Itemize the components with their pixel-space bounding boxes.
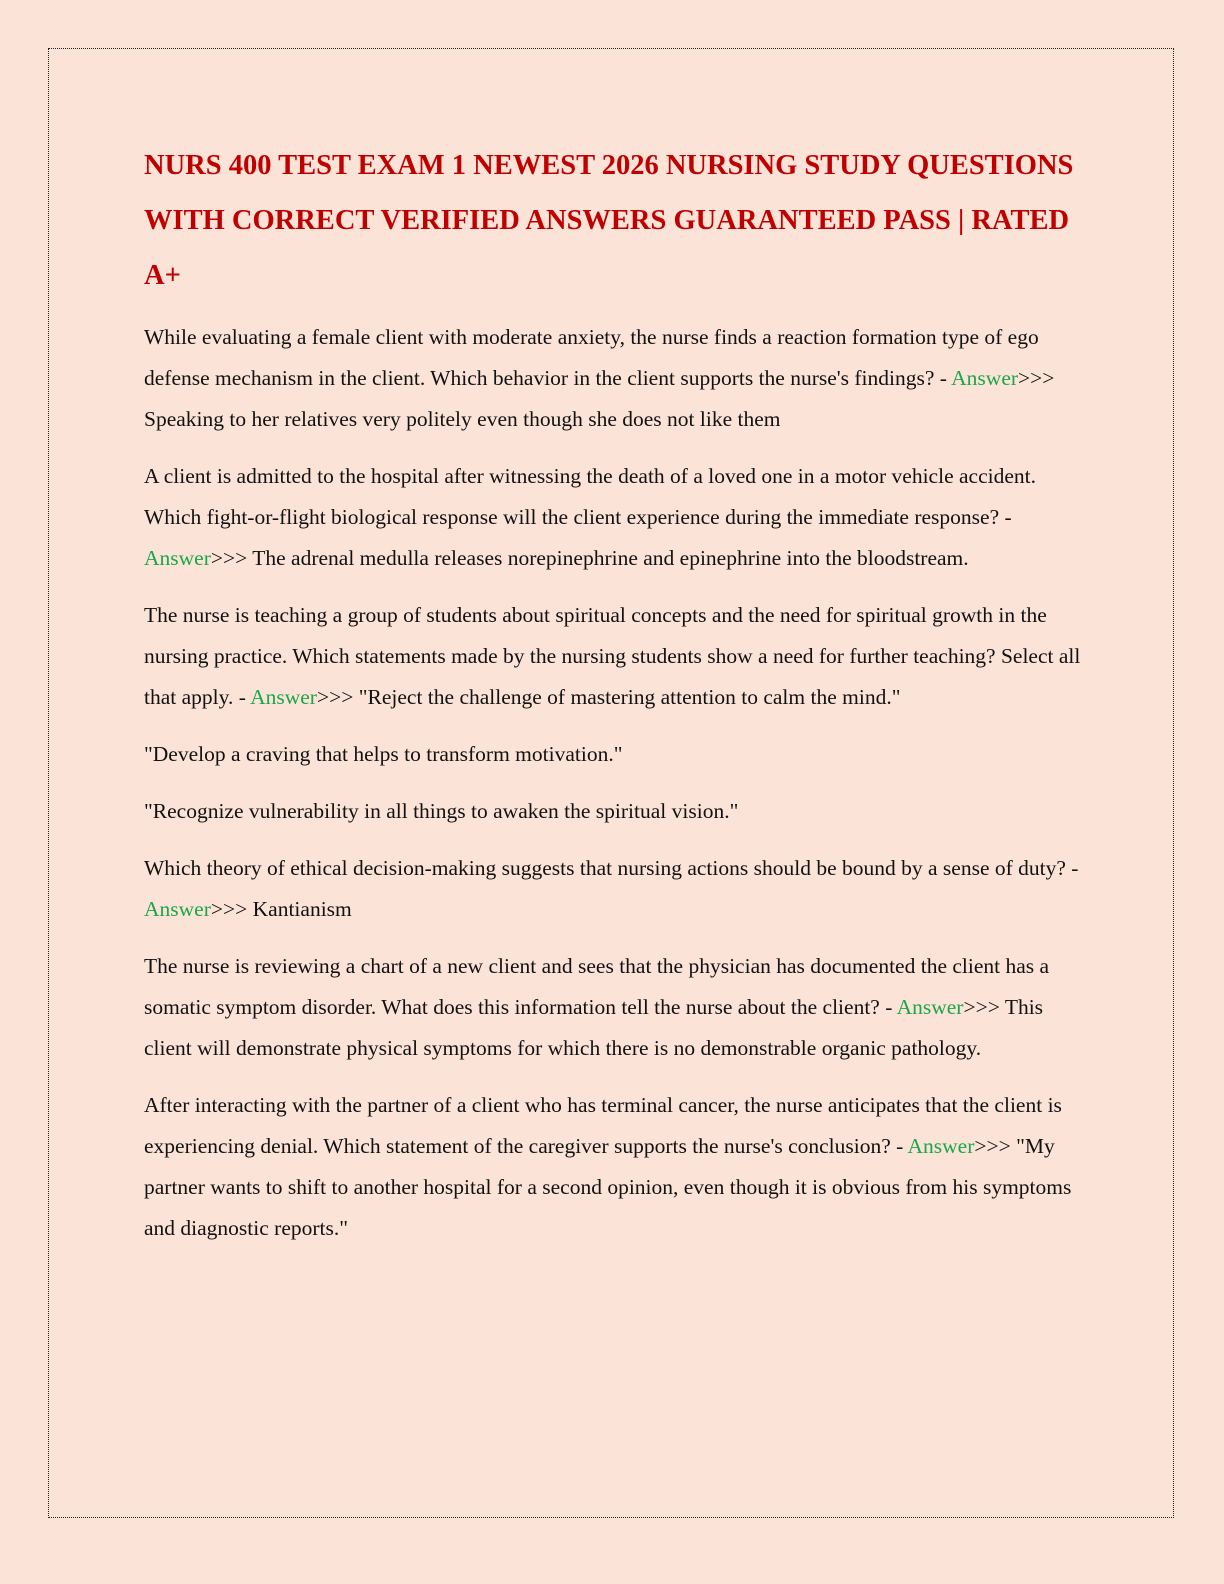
question-text: After interacting with the partner of a client who has terminal cancer, the nurse anticipates that the client is experiencing denial. Which statement of the caregiver supports the nurse's conclusion?	[144, 1093, 1062, 1158]
answer-text: Speaking to her relatives very politely even though she does not like them	[144, 407, 781, 431]
qa-item	[144, 595, 1084, 718]
question-text: The nurse is reviewing a chart of a new client and sees that the physician has documented the client has a somatic symptom disorder. What does this information tell the nurse about the client?	[144, 954, 1050, 1019]
question-suffix: -	[233, 685, 251, 709]
answer-text: This client will demonstrate physical symptoms for which there is no demonstrable organic pathology.	[144, 995, 1044, 1060]
qa-item	[144, 317, 1084, 440]
question-text: The nurse is teaching a group of students about spiritual concepts and the need for spiritual growth in the nursing practice. Which statements made by the nursing students show a need for further teaching? Select all that apply.	[144, 603, 1081, 709]
question-suffix: -	[1065, 856, 1079, 880]
answer-text: "My partner wants to shift to another hospital for a second opinion, even though it is obvious from his symptoms and diagnostic reports."	[144, 1134, 1072, 1240]
additional-answer: "Recognize vulnerability in all things to awaken the spiritual vision."	[144, 799, 739, 823]
answer-separator: >>>	[210, 897, 253, 921]
question-suffix: -	[890, 1134, 908, 1158]
qa-item	[144, 456, 1084, 579]
answer-label: Answer	[896, 995, 964, 1019]
answer-separator: >>>	[963, 995, 1005, 1019]
answer-label: Answer	[951, 366, 1019, 390]
question-text: A client is admitted to the hospital after witnessing the death of a loved one in a motor vehicle accident. Which fight-or-flight biological response will the client experience during the immediate response?	[144, 464, 1036, 529]
question-text: While evaluating a female client with moderate anxiety, the nurse finds a reaction formation type of ego defense mechanism in the client. Which behavior in the client supports the nurse's findings?	[144, 325, 1039, 390]
qa-item	[144, 946, 1084, 1069]
additional-answer: "Develop a craving that helps to transform motivation."	[144, 742, 623, 766]
document-title: NURS 400 TEST EXAM 1 NEWEST 2026 NURSING STUDY QUESTIONS WITH CORRECT VERIFIED ANSWERS GUARANTEED PASS | RATED A+	[144, 150, 1074, 291]
answer-separator: >>>	[210, 546, 253, 570]
question-text: Which theory of ethical decision-making suggests that nursing actions should be bound by a sense of duty?	[144, 856, 1066, 880]
question-suffix: -	[934, 366, 952, 390]
qa-item	[144, 1085, 1084, 1249]
answer-text: "Reject the challenge of mastering attention to calm the mind."	[358, 685, 901, 709]
answer-label: Answer	[144, 897, 211, 921]
answer-label: Answer	[250, 685, 317, 709]
answer-separator: >>>	[1018, 366, 1055, 390]
answer-separator: >>>	[316, 685, 359, 709]
answer-label: Answer	[144, 546, 211, 570]
question-suffix: -	[999, 505, 1012, 529]
answer-label: Answer	[907, 1134, 975, 1158]
document-content	[144, 138, 1084, 1265]
answer-text: Kantianism	[252, 897, 352, 921]
question-suffix: -	[879, 995, 897, 1019]
qa-item	[144, 848, 1084, 930]
answer-text: The adrenal medulla releases norepinephrine and epinephrine into the bloodstream.	[252, 546, 969, 570]
answer-separator: >>>	[974, 1134, 1017, 1158]
